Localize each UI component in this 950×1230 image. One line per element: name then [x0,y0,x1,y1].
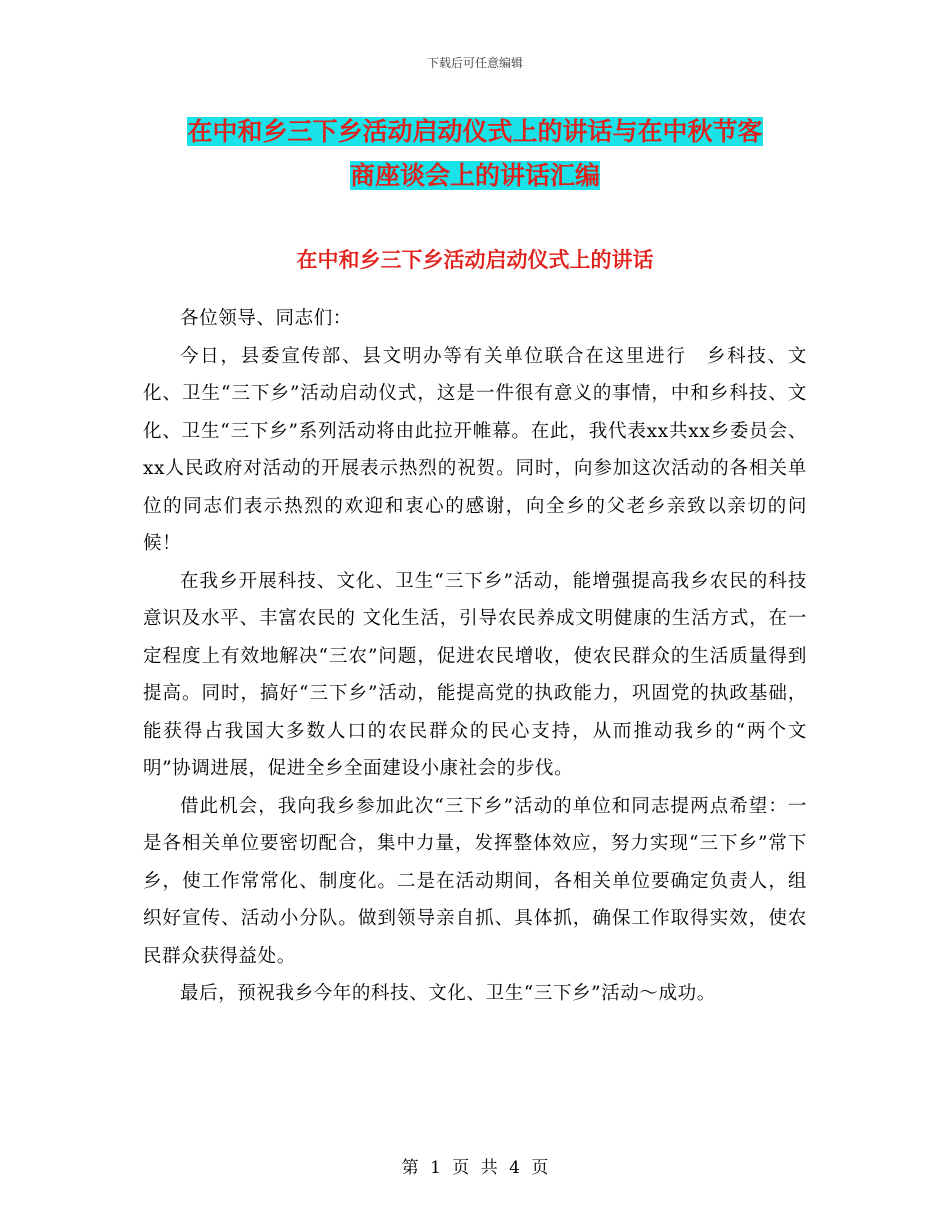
document-title-line-1: 在中和乡三下乡活动启动仪式上的讲话与在中秋节客 [187,117,763,146]
page-header-note: 下载后可任意编辑 [426,56,523,70]
body-paragraph-3: 借此机会，我向我乡参加此次“三下乡”活动的单位和同志提两点希望：一是各相关单位要密切配合，集中力量，发挥整体效应，努力实现“三下乡”常下乡，使工作常常化、制度化。二是在活动期间，各相关单位要确定负责人，组织好宣传、活动小分队。做到领导亲自抓、具体抓，确保工作取得实效，使农民群众获得益处。 [143,795,807,967]
closing-paragraph: 最后，预祝我乡今年的科技、文化、卫生“三下乡”活动～成功。 [180,983,716,1004]
page-number-footer: 第 1 页 共 4 页 [401,1158,549,1178]
document-title [120,110,830,198]
body-paragraph-2: 在我乡开展科技、文化、卫生“三下乡”活动，能增强提高我乡农民的科技意识及水平、丰富农民的 文化生活，引导农民养成文明健康的生活方式，在一定程度上有效地解决“三农”问题，促进农民增收，使农民群众的生活质量得到提高。同时，搞好“三下乡”活动，能提高党的执政能力，巩固党的执政基础，能获得占我国大多数人口的农民群众的民心支持，从而推动我乡的“两个文明”协调进展，促进全乡全面建设小康社会的步伐。 [143,570,807,779]
body-paragraph-1: 今日，县委宣传部、县文明办等有关单位联合在这里进行 乡科技、文化、卫生“三下乡”活动启动仪式，这是一件很有意义的事情，中和乡科技、文化、卫生“三下乡”系列活动将由此拉开帷幕。在此，我代表xx共xx乡委员会、xx人民政府对活动的开展表示热烈的祝贺。同时，向参加这次活动的各相关单位的同志们表示热烈的欢迎和衷心的感谢，向全乡的父老乡亲致以亲切的问候！ [143,345,807,554]
salutation-paragraph: 各位领导、同志们： [180,308,352,329]
section-title: 在中和乡三下乡活动启动仪式上的讲话 [296,248,654,272]
speech-body [143,300,807,1013]
document-title-line-2: 商座谈会上的讲话汇编 [349,161,600,190]
